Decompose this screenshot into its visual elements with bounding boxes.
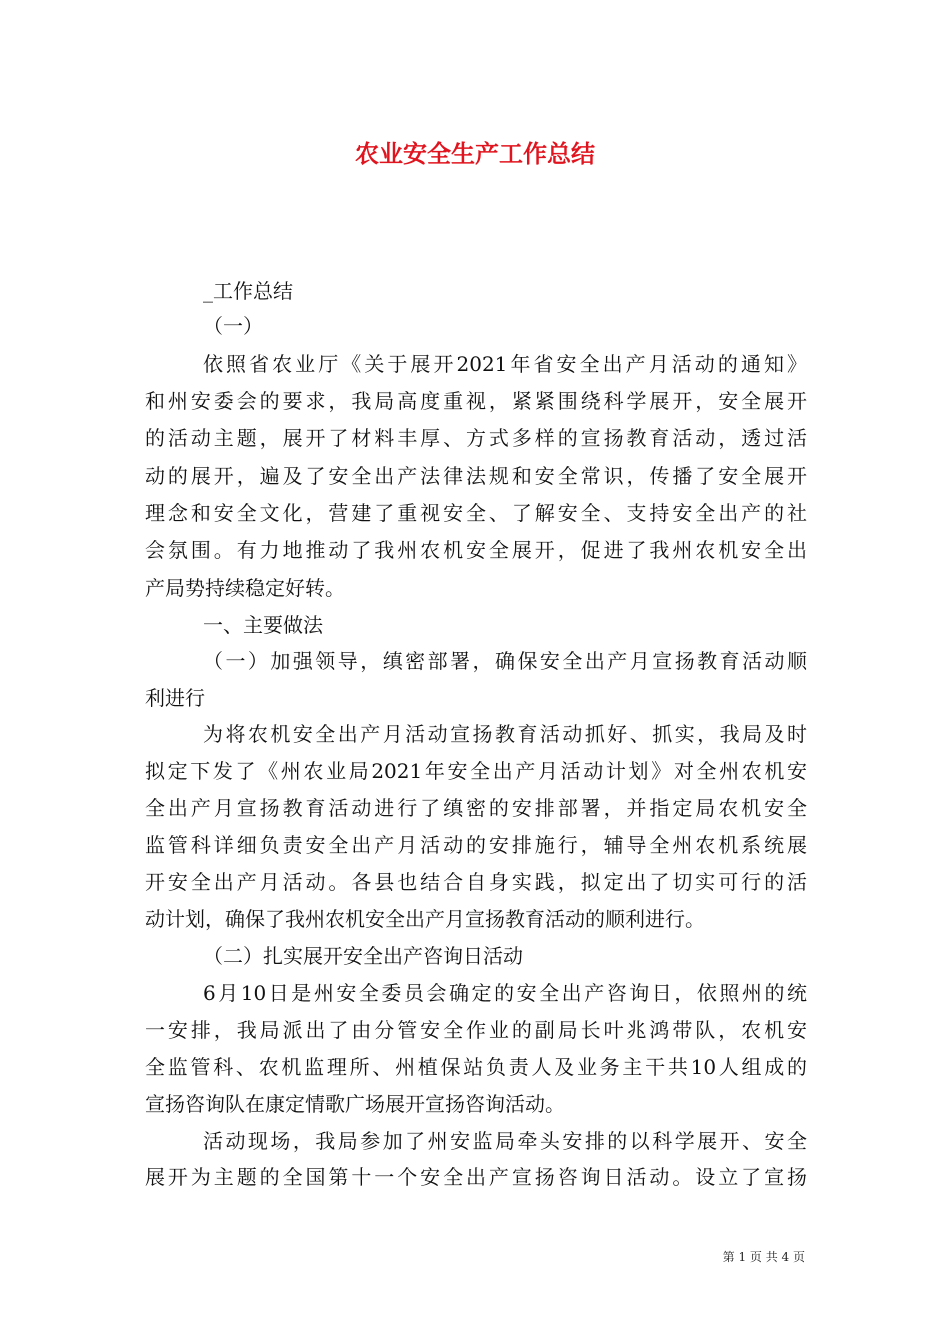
text-line: 拟定下发了《州农业局2021年安全出产月活动计划》对全州农机安 (145, 759, 807, 783)
text-line: _工作总结 (203, 279, 293, 303)
text-line: 监管科详细负责安全出产月活动的安排施行，辅导全州农机系统展 (145, 833, 807, 857)
text-line: 依照省农业厅《关于展开2021年省安全出产月活动的通知》 (203, 352, 807, 376)
text-line: 会氛围。有力地推动了我州农机安全展开，促进了我州农机安全出 (145, 538, 807, 562)
text-line: 6月10日是州安全委员会确定的安全出产咨询日，依照州的统 (203, 981, 807, 1005)
text-line: 宣扬咨询队在康定情歌广场展开宣扬咨询活动。 (145, 1092, 565, 1116)
text-line: 展开为主题的全国第十一个安全出产宣扬咨询日活动。设立了宣扬 (145, 1165, 807, 1189)
text-line: （二）扎实展开安全出产咨询日活动 (203, 944, 523, 968)
page-number: 第 1 页 共 4 页 (722, 1250, 805, 1264)
text-line: 开安全出产月活动。各县也结合自身实践，拟定出了切实可行的活 (145, 870, 807, 894)
text-line: 一、主要做法 (203, 613, 323, 637)
text-line: 活动现场，我局参加了州安监局牵头安排的以科学展开、安全 (203, 1129, 807, 1153)
text-line: 动计划，确保了我州农机安全出产月宣扬教育活动的顺利进行。 (145, 907, 705, 931)
text-line: 利进行 (145, 686, 205, 710)
text-line: 产局势持续稳定好转。 (145, 576, 345, 600)
text-line: 动的展开，遍及了安全出产法律法规和安全常识，传播了安全展开 (145, 464, 807, 488)
document-title: 农业安全生产工作总结 (355, 140, 595, 168)
text-line: 全监管科、农机监理所、州植保站负责人及业务主干共10人组成的 (145, 1055, 807, 1079)
text-line: （一） (203, 314, 263, 338)
text-line: 理念和安全文化，营建了重视安全、了解安全、支持安全出产的社 (145, 501, 807, 525)
text-line: 为将农机安全出产月活动宣扬教育活动抓好、抓实，我局及时 (203, 722, 807, 746)
text-line: 的活动主题，展开了材料丰厚、方式多样的宣扬教育活动，透过活 (145, 426, 807, 450)
text-line: 和州安委会的要求，我局高度重视，紧紧围绕科学展开，安全展开 (145, 389, 807, 413)
text-line: 一安排，我局派出了由分管安全作业的副局长叶兆鸿带队，农机安 (145, 1018, 807, 1042)
text-line: （一）加强领导，缜密部署，确保安全出产月宣扬教育活动顺 (203, 649, 807, 673)
text-line: 全出产月宣扬教育活动进行了缜密的安排部署，并指定局农机安全 (145, 796, 807, 820)
